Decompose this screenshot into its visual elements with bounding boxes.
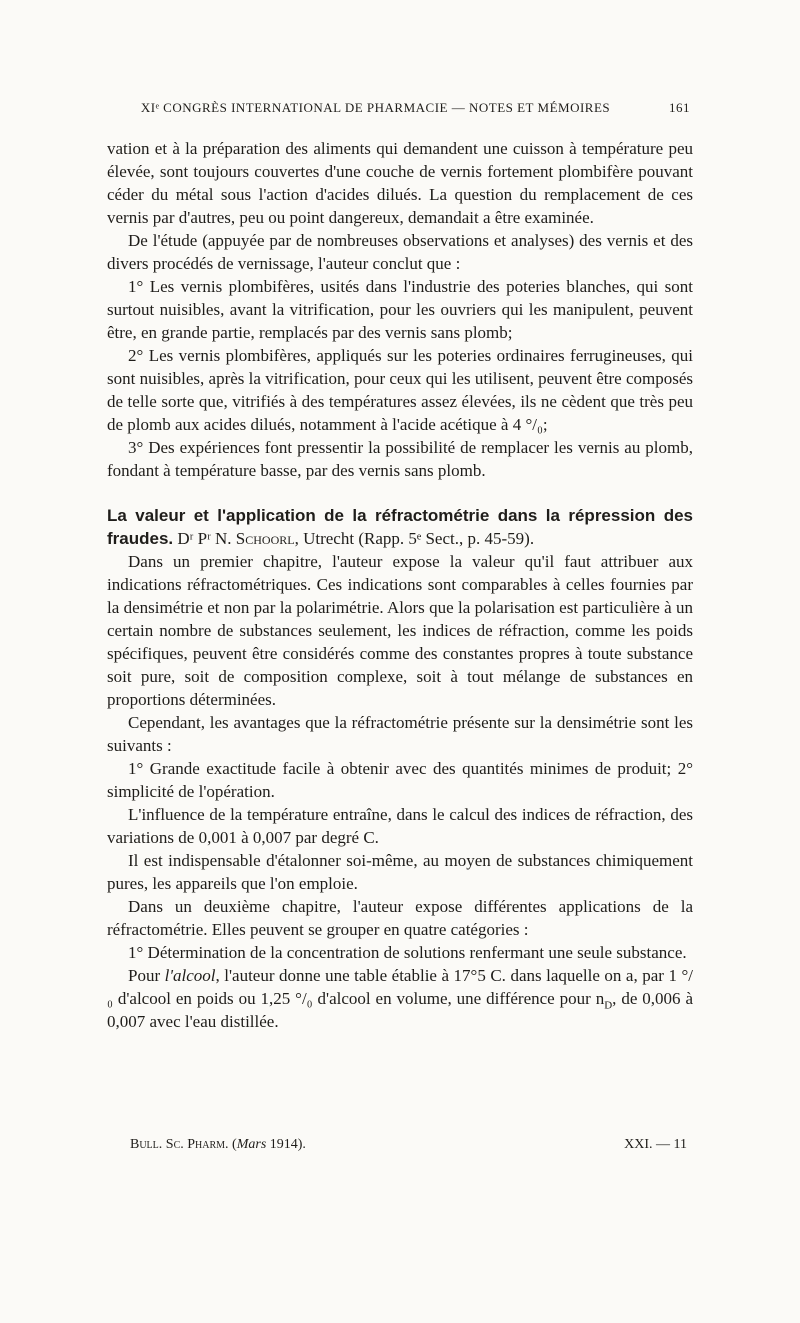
italic-term: l'alcool bbox=[164, 966, 216, 985]
conclusion-item-3: 3° Des expériences font pressentir la possibilité de remplacer les vernis au plomb, fondant à température basse, par des vernis sans plomb. bbox=[107, 438, 693, 480]
page-number: 161 bbox=[669, 100, 690, 115]
journal-name: Bull. Sc. Pharm. bbox=[130, 1137, 229, 1152]
paragraph: Dans un premier chapitre, l'auteur expose la valeur qu'il faut attribuer aux indications réfractométriques. Ces indications sont comparables à celles fournies par la densimétrie et non par la polarimétrie. Alors que la polarisation est particulière à un certain nombre de substances seulement, les indices de réfraction, comme les poids spécifiques, peuvent être considérés comme des constantes propres à toute substance soit pure, soit de composition complexe, soit à tout mélange de substances en proportions déterminées. bbox=[107, 552, 693, 709]
paragraph: L'influence de la température entraîne, dans le calcul des indices de réfraction, des variations de 0,001 à 0,007 par degré C. bbox=[107, 805, 693, 847]
body-text bbox=[107, 137, 693, 1033]
author-prefix: Dʳ Pʳ N. bbox=[177, 529, 232, 548]
section-title: La valeur et l'application de la réfractométrie dans la répression des fraudes. bbox=[107, 506, 693, 548]
author-name: Schoorl bbox=[235, 529, 295, 548]
subscript-d: D bbox=[604, 999, 613, 1012]
conclusion-item-1: 1° Les vernis plombifères, usités dans l'industrie des poteries blanches, qui sont surtout nuisibles, avant la vitrification, pour les ouvriers qui les manipulent, peuvent être, en grande partie, remplacés par des vernis sans plomb; bbox=[107, 277, 693, 342]
section-header bbox=[107, 504, 693, 550]
paragraph: Il est indispensable d'étalonner soi-même, au moyen de substances chimiquement pures, les appareils que l'on emploie. bbox=[107, 851, 693, 893]
volume-signature: XXI. — 11 bbox=[624, 1137, 687, 1152]
author-affiliation: , Utrecht (Rapp. 5ᵉ Sect., p. 45-59). bbox=[294, 529, 535, 548]
issue-month: Mars bbox=[236, 1137, 267, 1152]
conclusion-item-2: 2° Les vernis plombifères, appliqués sur les poteries ordinaires ferrugineuses, qui sont nuisibles, après la vitrification, pour ceux qui les utilisent, peuvent être composés de telle sorte que, vitrifiés à des températures assez élevées, ils ne cèdent que très peu de plomb aux acides dilués, notamment à l'acide acétique à 4 °/₀; bbox=[107, 346, 693, 434]
advantages-list: 1° Grande exactitude facile à obtenir avec des quantités minimes de produit; 2° simplicité de l'opération. bbox=[107, 759, 693, 801]
paragraph: De l'étude (appuyée par de nombreuses observations et analyses) des vernis et des divers procédés de vernissage, l'auteur conclut que : bbox=[107, 231, 693, 273]
paragraph-continuation: vation et à la préparation des aliments qui demandent une cuisson à température peu élevée, sont toujours couvertes d'une couche de vernis fortement plombifère pouvant céder du métal sous l'action d'acides dilués. La question du remplacement de ces vernis par d'autres, peu ou point dangereux, demandait a être examinée. bbox=[107, 139, 693, 227]
paragraph: Dans un deuxième chapitre, l'auteur expose différentes applications de la réfractométrie. Elles peuvent se grouper en quatre catégories : bbox=[107, 897, 693, 939]
running-title: XIᵉ CONGRÈS INTERNATIONAL DE PHARMACIE — NOTES ET MÉMOIRES bbox=[140, 100, 611, 115]
paragraph: Cependant, les avantages que la réfractométrie présente sur la densimétrie sont les suivants : bbox=[107, 713, 693, 755]
paragraph-alcohol: Pour l'alcool, l'auteur donne une table établie à 17°5 C. dans laquelle on a, par 1 °/₀ d'alcool en poids ou 1,25 °/₀ d'alcool en volume, une différence pour $n_D$, de 0,006 à 0,007 avec l'eau distillée. bbox=[107, 966, 693, 1031]
journal-citation: Bull. Sc. Pharm. (Mars 1914). bbox=[130, 1137, 306, 1152]
category-item-1: 1° Détermination de la concentration de solutions renfermant une seule substance. bbox=[128, 943, 687, 962]
